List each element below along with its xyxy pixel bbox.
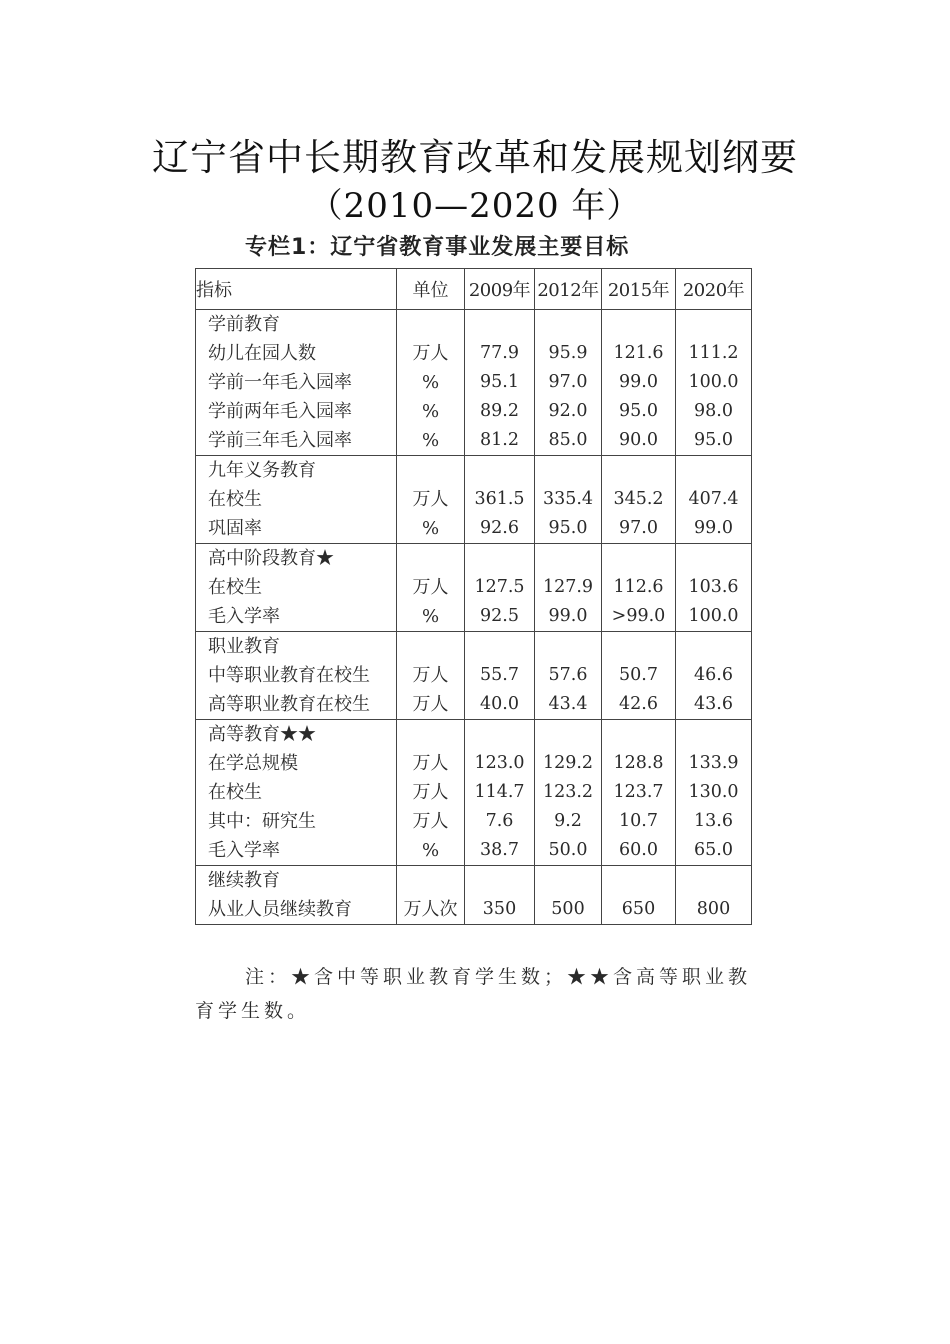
value-text: 127.5 <box>474 577 525 597</box>
value-text: 95.9 <box>548 343 588 363</box>
unit-label: 万人 <box>412 811 449 832</box>
category-label: 高等教育★★ <box>208 724 316 745</box>
header-year-2020: 2020年 <box>676 269 752 310</box>
indicator-label: 幼儿在园人数 <box>208 343 316 364</box>
category-label: 职业教育 <box>208 636 280 657</box>
indicator-label: 其中：研究生 <box>208 811 316 832</box>
value-text: >99.0 <box>611 606 666 626</box>
value-text: 128.8 <box>613 753 664 773</box>
header-year-2009: 2009年 <box>465 269 535 310</box>
indicator-cell <box>196 310 397 456</box>
unit-label: 万人 <box>412 753 449 774</box>
indicator-label: 学前两年毛入园率 <box>208 401 352 422</box>
value-text: 95.0 <box>548 518 588 538</box>
indicator-label: 巩固率 <box>208 518 262 539</box>
value-text: 361.5 <box>474 489 525 509</box>
value-text: 50.7 <box>619 665 658 685</box>
value-text: 99.0 <box>548 606 588 626</box>
value-text: 55.7 <box>480 665 519 685</box>
value-text: 111.2 <box>688 343 739 363</box>
value-cell <box>602 456 676 544</box>
value-text: 335.4 <box>542 489 594 509</box>
value-cell <box>602 632 676 720</box>
value-text: 130.0 <box>688 782 739 802</box>
value-text: 60.0 <box>619 840 658 860</box>
value-cell <box>676 632 752 720</box>
value-text: 9.2 <box>554 811 582 831</box>
indicator-label: 在校生 <box>208 489 262 510</box>
value-text: 43.4 <box>548 694 588 714</box>
unit-label: % <box>421 518 440 539</box>
unit-label: 万人 <box>412 577 449 598</box>
value-text: 43.6 <box>694 694 733 714</box>
value-text: 95.0 <box>619 401 658 421</box>
value-cell <box>602 544 676 632</box>
value-cell <box>676 866 752 925</box>
value-text: 345.2 <box>613 489 664 509</box>
value-text: 123.0 <box>474 753 525 773</box>
document-subtitle-years: （2010—2020 年） <box>308 186 642 226</box>
value-text: 90.0 <box>619 430 658 450</box>
value-text: 85.0 <box>548 430 588 450</box>
table-group-row <box>196 310 752 456</box>
indicator-cell <box>196 632 397 720</box>
value-cell <box>535 632 602 720</box>
value-text: 97.0 <box>619 518 658 538</box>
value-text: 7.6 <box>485 811 514 831</box>
value-text: 112.6 <box>613 577 664 597</box>
value-text: 99.0 <box>694 518 733 538</box>
category-label: 学前教育 <box>208 314 280 335</box>
category-label: 九年义务教育 <box>208 460 316 481</box>
value-cell <box>676 310 752 456</box>
value-cell <box>465 632 535 720</box>
unit-label: % <box>421 372 440 393</box>
table-group-row <box>196 632 752 720</box>
unit-cell <box>397 456 465 544</box>
unit-cell <box>397 544 465 632</box>
indicator-label: 在校生 <box>208 577 262 598</box>
category-label: 高中阶段教育★ <box>208 548 334 569</box>
unit-label: % <box>421 401 440 422</box>
value-text: 92.0 <box>548 401 588 421</box>
value-text: 103.6 <box>688 577 739 597</box>
header-year-2012: 2012年 <box>535 269 602 310</box>
unit-label: % <box>421 606 440 627</box>
table-group-row <box>196 720 752 866</box>
value-text: 800 <box>696 899 731 919</box>
value-text: 407.4 <box>688 489 739 509</box>
value-text: 42.6 <box>619 694 658 714</box>
value-cell <box>535 866 602 925</box>
value-text: 46.6 <box>694 665 733 685</box>
unit-cell <box>397 632 465 720</box>
value-text: 100.0 <box>688 372 739 392</box>
value-text: 38.7 <box>480 840 519 860</box>
table-caption: 专栏1：辽宁省教育事业发展主要目标 <box>245 235 630 260</box>
value-text: 13.6 <box>694 811 733 831</box>
value-text: 350 <box>482 899 517 919</box>
unit-label: 万人 <box>412 694 449 715</box>
indicator-label: 学前一年毛入园率 <box>208 372 352 393</box>
value-text: 81.2 <box>480 430 519 450</box>
unit-label: 万人 <box>412 343 449 364</box>
table-group-row <box>196 866 752 925</box>
value-text: 650 <box>621 899 656 919</box>
value-cell <box>676 544 752 632</box>
value-cell <box>535 544 602 632</box>
unit-cell <box>397 720 465 866</box>
value-cell <box>465 456 535 544</box>
value-text: 123.2 <box>542 782 594 802</box>
unit-label: % <box>421 430 440 451</box>
value-text: 77.9 <box>480 343 519 363</box>
value-cell <box>602 720 676 866</box>
indicator-label: 中等职业教育在校生 <box>208 665 370 686</box>
indicator-label: 从业人员继续教育 <box>208 899 352 920</box>
value-text: 133.9 <box>688 753 739 773</box>
value-text: 500 <box>551 899 585 919</box>
indicator-cell <box>196 456 397 544</box>
value-text: 50.0 <box>548 840 588 860</box>
table-group-row <box>196 456 752 544</box>
value-text: 98.0 <box>694 401 733 421</box>
unit-label: 万人 <box>412 665 449 686</box>
value-text: 95.1 <box>480 372 519 392</box>
indicator-label: 学前三年毛入园率 <box>208 430 352 451</box>
indicator-label: 毛入学率 <box>208 606 280 627</box>
value-text: 99.0 <box>619 372 658 392</box>
header-unit: 单位 <box>397 269 465 310</box>
education-goals-table <box>195 268 752 925</box>
unit-label: 万人 <box>412 489 449 510</box>
category-label: 继续教育 <box>208 870 280 891</box>
value-text: 100.0 <box>688 606 739 626</box>
value-text: 121.6 <box>613 343 664 363</box>
value-cell <box>465 866 535 925</box>
value-text: 92.6 <box>480 518 519 538</box>
value-text: 92.5 <box>480 606 519 626</box>
indicator-label: 在学总规模 <box>208 753 298 774</box>
value-cell <box>602 866 676 925</box>
value-cell <box>602 310 676 456</box>
value-text: 89.2 <box>480 401 519 421</box>
value-text: 127.9 <box>542 577 594 597</box>
value-cell <box>676 456 752 544</box>
value-cell <box>535 310 602 456</box>
indicator-cell <box>196 866 397 925</box>
value-text: 123.7 <box>613 782 664 802</box>
header-year-2015: 2015年 <box>602 269 676 310</box>
unit-cell <box>397 310 465 456</box>
value-text: 57.6 <box>548 665 588 685</box>
indicator-cell <box>196 720 397 866</box>
value-text: 65.0 <box>694 840 733 860</box>
value-cell <box>465 310 535 456</box>
value-text: 129.2 <box>542 753 594 773</box>
value-cell <box>465 720 535 866</box>
indicator-label: 在校生 <box>208 782 262 803</box>
value-text: 10.7 <box>619 811 658 831</box>
value-cell <box>535 456 602 544</box>
indicator-label: 毛入学率 <box>208 840 280 861</box>
document-title: 辽宁省中长期教育改革和发展规划纲要 <box>152 136 798 179</box>
unit-cell <box>397 866 465 925</box>
value-cell <box>676 720 752 866</box>
unit-label: 万人 <box>412 782 449 803</box>
value-text: 95.0 <box>694 430 733 450</box>
table-body <box>196 310 752 925</box>
unit-label: 万人次 <box>403 899 458 920</box>
value-cell <box>535 720 602 866</box>
value-cell <box>465 544 535 632</box>
value-text: 97.0 <box>548 372 588 392</box>
table-group-row <box>196 544 752 632</box>
value-text: 40.0 <box>480 694 519 714</box>
table-footnote: 注：★含中等职业教育学生数；★★含高等职业教育学生数。 <box>195 966 752 1022</box>
indicator-label: 高等职业教育在校生 <box>208 694 370 715</box>
value-text: 114.7 <box>474 782 525 802</box>
table-header-row <box>196 269 752 310</box>
indicator-cell <box>196 544 397 632</box>
unit-label: % <box>421 840 440 861</box>
header-indicator: 指标 <box>196 269 397 310</box>
